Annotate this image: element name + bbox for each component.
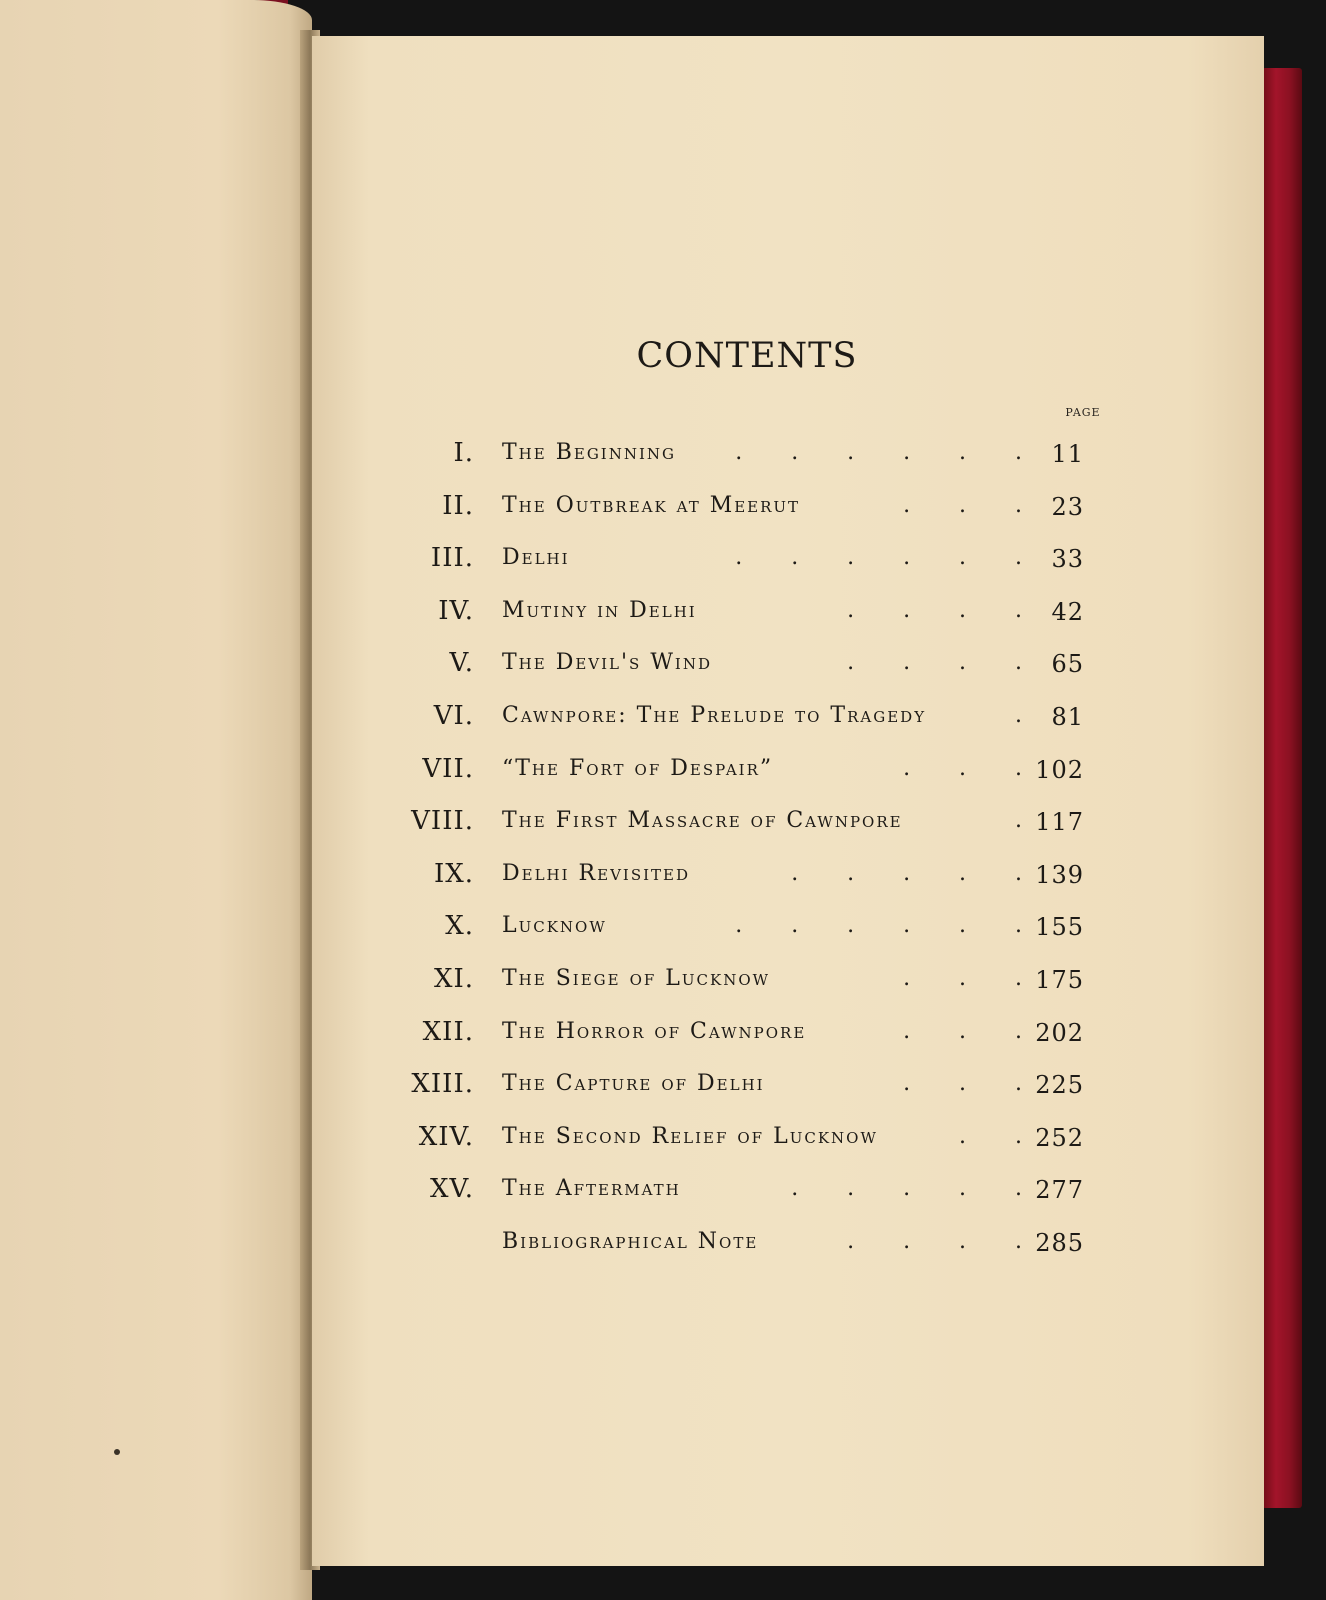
dot-leader: . [1015,808,1022,834]
dot-leader: . . . [903,965,1022,991]
page-speck [114,1449,120,1455]
chapter-numeral: XII. [422,1016,474,1047]
dot-leader: . . . . . . [735,545,1022,571]
toc-entry [312,901,1264,954]
chapter-title: The Siege of Lucknow [502,965,771,991]
dot-leader: . . . . . . [735,913,1022,939]
chapter-numeral: VIII. [411,806,474,837]
toc-entry [312,796,1264,849]
dot-leader: . . . [903,755,1022,781]
chapter-title: The Second Relief of Lucknow [502,1123,878,1149]
chapter-title: Bibliographical Note [502,1228,759,1254]
dot-leader: . . . [903,1018,1022,1044]
chapter-page: 277 [1035,1176,1084,1205]
chapter-title: The Capture of Delhi [502,1071,765,1097]
chapter-numeral: XI. [433,963,474,994]
left-page [0,0,312,1600]
chapter-page: 175 [1035,965,1084,994]
contents-heading: CONTENTS [636,336,858,376]
chapter-numeral: IV. [438,595,474,626]
chapter-numeral: II. [442,490,474,521]
chapter-title: The Aftermath [502,1176,681,1202]
chapter-title: The First Massacre of Cawnpore [502,808,903,834]
dot-leader: . . . [903,492,1022,518]
toc-entry [312,533,1264,586]
chapter-numeral: VII. [422,753,474,784]
dot-leader: . . . . . . [735,440,1022,465]
dot-leader: . . . . [847,1228,1022,1254]
chapter-page: 155 [1035,913,1084,942]
chapter-title: Delhi Revisited [502,860,691,886]
chapter-numeral: I. [453,438,474,468]
dot-leader: . . . . [847,597,1022,623]
toc-entry [312,1007,1264,1060]
dot-leader: . [1015,702,1022,728]
toc-entry [312,428,1264,481]
toc-entry [312,1112,1264,1165]
toc-entry [312,849,1264,902]
chapter-page: 102 [1035,755,1084,784]
table-of-contents [312,428,1264,1270]
chapter-numeral: XV. [429,1174,474,1205]
chapter-page: 42 [1051,597,1084,626]
toc-entry [312,481,1264,534]
chapter-page: 252 [1035,1123,1084,1152]
dot-leader: . . . [903,1071,1022,1097]
chapter-numeral: XIII. [411,1069,474,1100]
toc-entry [312,1059,1264,1112]
chapter-page: 33 [1051,545,1084,574]
chapter-page: 225 [1035,1071,1084,1100]
chapter-page: 23 [1051,492,1084,521]
toc-entry [312,1164,1264,1217]
chapter-title: “The Fort of Despair” [502,755,774,781]
dot-leader: . . . . . [791,860,1022,886]
chapter-page: 81 [1051,702,1084,731]
toc-entry [312,638,1264,691]
page-column-label: PAGE [1065,406,1101,419]
chapter-page: 139 [1035,860,1084,889]
toc-entry [312,1217,1264,1270]
red-cover-edge [1262,68,1302,1508]
chapter-page: 285 [1035,1228,1084,1257]
right-page [312,36,1264,1566]
chapter-page: 11 [1051,440,1084,468]
chapter-numeral: XIV. [418,1121,474,1152]
chapter-numeral: IX. [433,858,474,889]
chapter-title: The Horror of Cawnpore [502,1018,807,1044]
chapter-title: The Devil's Wind [502,650,713,676]
chapter-numeral: X. [445,911,474,942]
toc-entry [312,691,1264,744]
dot-leader: . . . . . [791,1176,1022,1202]
chapter-page: 65 [1051,650,1084,679]
chapter-page: 117 [1035,808,1084,837]
toc-entry [312,954,1264,1007]
chapter-title: Delhi [502,545,570,571]
dot-leader: . . . . [847,650,1022,676]
chapter-title: Cawnpore: The Prelude to Tragedy [502,702,927,728]
chapter-numeral: III. [430,543,474,574]
chapter-title: Lucknow [502,913,607,939]
chapter-title: The Outbreak at Meerut [502,492,801,518]
toc-entry [312,586,1264,639]
toc-entry [312,744,1264,797]
dot-leader: . . [959,1123,1022,1149]
chapter-page: 202 [1035,1018,1084,1047]
chapter-title: The Beginning [502,440,677,465]
chapter-numeral: V. [449,648,474,679]
chapter-title: Mutiny in Delhi [502,597,697,623]
chapter-numeral: VI. [433,700,474,731]
